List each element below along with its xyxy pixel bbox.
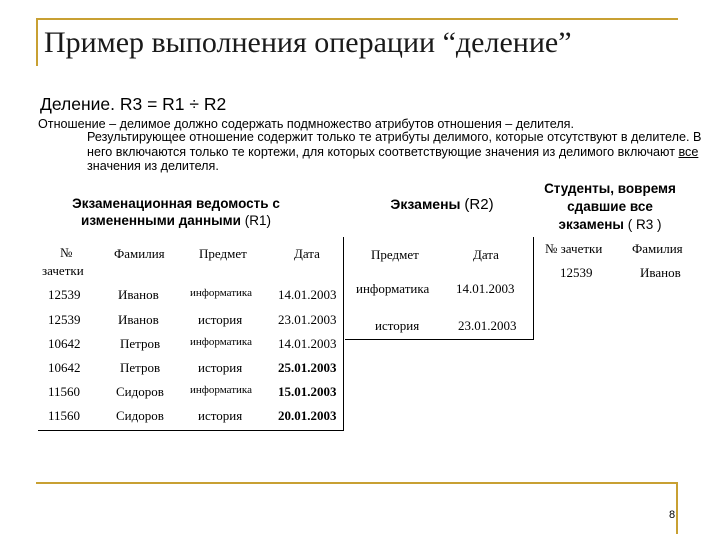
- r3-caption-line2: сдавшие все: [567, 199, 653, 214]
- r1-row5-number: 11560: [48, 384, 81, 399]
- r1-row4-subject: история: [198, 360, 243, 375]
- r3-header-surname: Фамилия: [632, 241, 683, 256]
- r3-row1-surname: Иванов: [640, 265, 681, 280]
- r3-row1-number: 12539: [560, 265, 593, 280]
- r1-row3-subject: информатика: [190, 336, 252, 348]
- r2-caption-name: (R2): [464, 196, 494, 213]
- r2-row1-subject: информатика: [356, 281, 430, 296]
- r1-caption-name: (R1): [244, 213, 271, 228]
- r2-caption-bold: Экзамены: [390, 196, 461, 212]
- r1-row4-surname: Петров: [120, 360, 161, 375]
- division-formula: Деление. R3 = R1 ÷ R2: [40, 94, 227, 114]
- r1-row5-subject: информатика: [190, 384, 252, 396]
- r2-header-date: Дата: [473, 247, 499, 262]
- r3-caption-bold: экзамены: [558, 217, 624, 232]
- r1-row3-number: 10642: [48, 336, 81, 351]
- description-first-line: Отношение – делимое должно содержать подмножество атрибутов отношения – делителя.: [38, 117, 574, 131]
- r1-header-number-line1: №: [60, 245, 73, 260]
- r1-row4-date: 25.01.2003: [278, 360, 337, 375]
- r3-header-number: № зачетки: [545, 241, 603, 256]
- r1-header-subject: Предмет: [199, 246, 247, 261]
- r1-header-number-line2: зачетки: [42, 263, 84, 278]
- r2-row2-subject: история: [375, 318, 420, 333]
- r1-row2-number: 12539: [48, 312, 81, 327]
- description-text-after: значения из делителя.: [87, 159, 219, 173]
- r1-row6-subject: история: [198, 408, 243, 423]
- r1-row1-surname: Иванов: [118, 287, 159, 302]
- r1-row3-surname: Петров: [120, 336, 161, 351]
- r1-row4-number: 10642: [48, 360, 81, 375]
- r1-header-surname: Фамилия: [114, 246, 165, 261]
- r1-row2-date: 23.01.2003: [278, 312, 337, 327]
- r1-row6-number: 11560: [48, 408, 81, 423]
- r3-caption-line1: Студенты, вовремя: [544, 181, 676, 196]
- description-underlined-word: все: [678, 144, 699, 159]
- r1-row1-number: 12539: [48, 287, 81, 302]
- r2-row1-date: 14.01.2003: [456, 281, 515, 296]
- description-text-before: Результирующее отношение содержит только те атрибуты делимого, которые отсутствуют в делителе. В него включаются только те кортежи, для которых соответствующие значения из делимого включают: [87, 130, 702, 159]
- r1-row6-date: 20.01.2003: [278, 408, 337, 423]
- slide-title: Пример выполнения операции “деление”: [44, 26, 572, 59]
- r1-row2-surname: Иванов: [118, 312, 159, 327]
- r1-row1-subject: информатика: [190, 287, 252, 299]
- r2-header-subject: Предмет: [371, 247, 419, 262]
- r2-row2-date: 23.01.2003: [458, 318, 517, 333]
- r1-row5-date: 15.01.2003: [278, 384, 337, 399]
- r3-caption-name: ( R3 ): [627, 217, 662, 232]
- r1-header-date: Дата: [294, 246, 320, 261]
- r1-caption-line1: Экзаменационная ведомость с: [72, 196, 280, 211]
- r1-row6-surname: Сидоров: [116, 408, 164, 423]
- page-number: 8: [669, 509, 676, 521]
- r1-row2-subject: история: [198, 312, 243, 327]
- r1-row3-date: 14.01.2003: [278, 336, 337, 351]
- r1-row5-surname: Сидоров: [116, 384, 164, 399]
- r1-row1-date: 14.01.2003: [278, 287, 337, 302]
- r1-caption-bold: измененными данными: [81, 213, 241, 228]
